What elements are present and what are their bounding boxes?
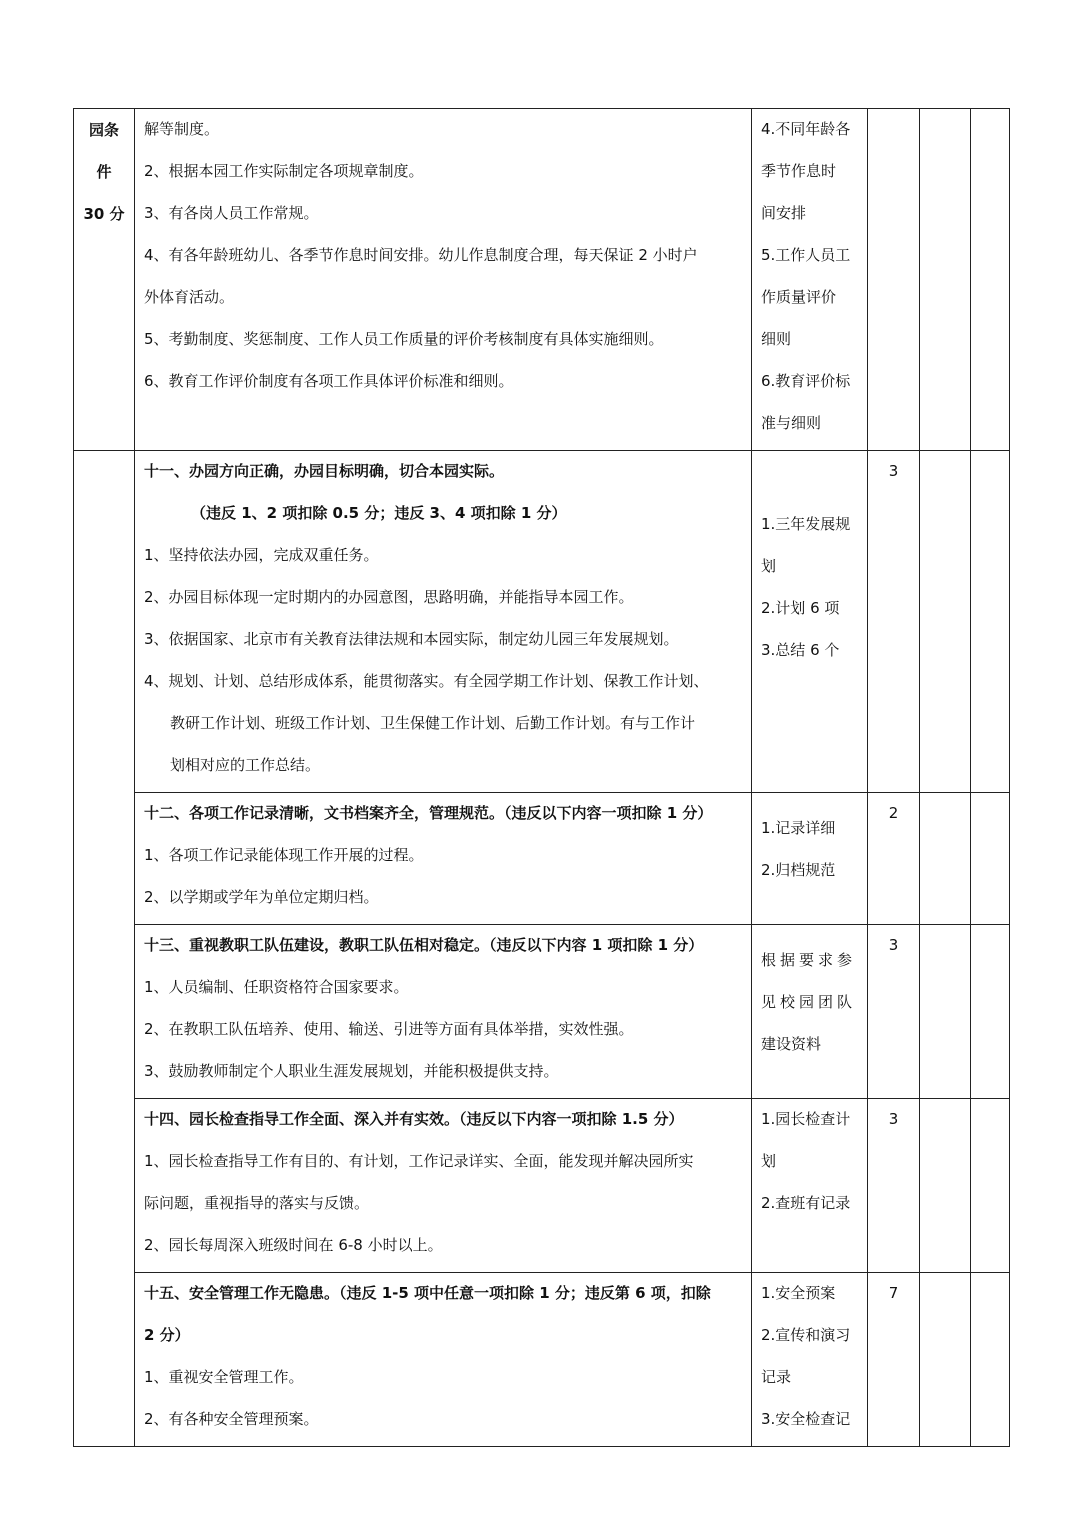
materials-cell: 1.园长检查计 划 2.查班有记录: [752, 1099, 868, 1273]
category-cell: 园条 件 30 分: [74, 109, 135, 451]
blank-cell: [920, 1273, 971, 1447]
score-cell: 2: [868, 793, 920, 925]
score-cell: 7: [868, 1273, 920, 1447]
blank-cell: [971, 1273, 1010, 1447]
blank-cell: [971, 451, 1010, 793]
table-row: [74, 1273, 1010, 1447]
blank-cell: [920, 109, 971, 451]
blank-cell: [971, 109, 1010, 451]
table-row: [74, 109, 1010, 451]
materials-cell: 1.安全预案 2.宣传和演习 记录 3.安全检查记: [752, 1273, 868, 1447]
score-cell: 3: [868, 925, 920, 1099]
blank-cell: [971, 1099, 1010, 1273]
score-cell: [868, 109, 920, 451]
table-row: [74, 1099, 1010, 1273]
blank-cell: [920, 793, 971, 925]
table-row: [74, 925, 1010, 1099]
blank-cell: [920, 1099, 971, 1273]
content-cell: 十四、园长检查指导工作全面、深入并有实效。（违反以下内容一项扣除 1.5 分） 1、园长检查指导工作有目的、有计划，工作记录详实、全面，能发现并解决园所实 际问题，重视指导的落实与反馈。 2、园长每周深入班级时间在 6-8 小时以上。: [135, 1099, 752, 1273]
score-cell: 3: [868, 451, 920, 793]
content-cell: 解等制度。 2、根据本园工作实际制定各项规章制度。 3、有各岗人员工作常规。 4、有各年龄班幼儿、各季节作息时间安排。幼儿作息制度合理，每天保证 2 小时户 外体育活动。 5、考勤制度、奖惩制度、工作人员工作质量的评价考核制度有具体实施细则。 6、教育工作评价制度有各项工作具体评价标准和细则。: [135, 109, 752, 451]
content-cell: 十三、重视教职工队伍建设，教职工队伍相对稳定。（违反以下内容 1 项扣除 1 分） 1、人员编制、任职资格符合国家要求。 2、在教职工队伍培养、使用、输送、引进等方面有具体举措，实效性强。 3、鼓励教师制定个人职业生涯发展规划，并能积极提供支持。: [135, 925, 752, 1099]
blank-cell: [920, 451, 971, 793]
score-cell: 3: [868, 1099, 920, 1273]
materials-cell: 4.不同年龄各 季节作息时 间安排 5.工作人员工 作质量评价 细则 6.教育评价标 准与细则: [752, 109, 868, 451]
table-row: [74, 451, 1010, 793]
materials-cell: 1.记录详细 2.归档规范: [752, 793, 868, 925]
content-cell: 十五、安全管理工作无隐患。（违反 1-5 项中任意一项扣除 1 分；违反第 6 项，扣除 2 分） 1、重视安全管理工作。 2、有各种安全管理预案。: [135, 1273, 752, 1447]
blank-cell: [971, 925, 1010, 1099]
blank-cell: [920, 925, 971, 1099]
content-cell: 十一、办园方向正确，办园目标明确，切合本园实际。 （违反 1、2 项扣除 0.5 分；违反 3、4 项扣除 1 分） 1、坚持依法办园，完成双重任务。 2、办园目标体现一定时期内的办园意图，思路明确，并能指导本园工作。 3、依据国家、北京市有关教育法律法规和本园实际，制定幼儿园三年发展规划。 4、规划、计划、总结形成体系，能贯彻落实。有全园学期工作计划、保教工作计划、 教研工作计划、班级工作计划、卫生保健工作计划、后勤工作计划。有与工作计 划相对应的工作总结。: [135, 451, 752, 793]
materials-cell: 根据要求参 见校园团队 建设资料: [752, 925, 868, 1099]
evaluation-table: [73, 108, 1010, 1447]
materials-cell: 1.三年发展规 划 2.计划 6 项 3.总结 6 个: [752, 451, 868, 793]
blank-cell: [971, 793, 1010, 925]
category-cell-empty: [74, 451, 135, 1447]
content-cell: 十二、各项工作记录清晰，文书档案齐全，管理规范。（违反以下内容一项扣除 1 分） 1、各项工作记录能体现工作开展的过程。 2、以学期或学年为单位定期归档。: [135, 793, 752, 925]
table-row: [74, 793, 1010, 925]
